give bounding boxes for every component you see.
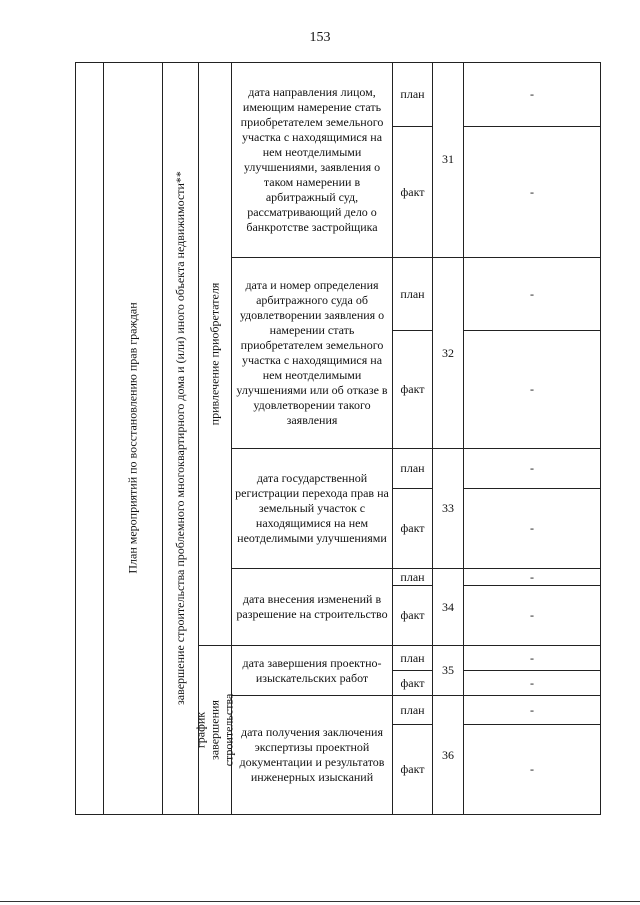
group-title-cell (193, 646, 236, 814)
row-36-description: дата получения заключения экспертизы проектной документации и результатов инженерных изысканий (239, 725, 385, 784)
row-34-plan-value: - (530, 569, 534, 584)
group-title-schedule: график завершения строительства (193, 693, 236, 767)
col1-title: План мероприятий по восстановлению прав граждан (125, 302, 140, 574)
row-31-plan-value: - (530, 86, 534, 101)
row-35-fact-label: факт (400, 675, 425, 690)
group-title-cell (198, 62, 231, 645)
row-36-fact-label: факт (400, 762, 425, 776)
row-34-number: 34 (442, 599, 454, 614)
row-34-fact-label: факт (400, 608, 425, 622)
row-36-number: 36 (442, 747, 454, 762)
row-33-fact-label: факт (400, 521, 425, 535)
row-32-fact-label: факт (400, 382, 425, 396)
row-34-fact-value: - (530, 608, 534, 622)
row-32-plan-value: - (530, 286, 534, 301)
row-34-plan-label: план (400, 569, 425, 584)
row-32-fact-value: - (530, 382, 534, 396)
group-title-acquirer: привлечение приобретателя (207, 282, 222, 425)
row-35-fact-value: - (530, 675, 534, 690)
row-36-plan-value: - (530, 702, 534, 717)
row-36-fact-value: - (530, 762, 534, 776)
row-33-fact-value: - (530, 521, 534, 535)
row-31-plan-label: план (400, 86, 425, 101)
row-33-plan-value: - (530, 461, 534, 475)
row-31-fact-label: факт (400, 184, 425, 199)
page-bottom-rule (0, 901, 640, 902)
col1-title-cell (103, 62, 162, 814)
row-33-plan-label: план (400, 461, 425, 475)
row-35-plan-value: - (530, 650, 534, 665)
row-34-description: дата внесения изменений в разрешение на строительство (236, 592, 388, 621)
row-35-plan-label: план (400, 650, 425, 665)
row-32-plan-label: план (400, 286, 425, 301)
row-31-fact-value: - (530, 184, 534, 199)
row-32-description: дата и номер определения арбитражного суда об удовлетворении заявления о намерении стать приобретателем земельного участка с находящимися на нем неотделимыми улучшениями или об отказе в удовлетворении такого заявления (236, 278, 388, 427)
row-33-number: 33 (442, 501, 454, 515)
row-36-plan-label: план (400, 702, 425, 717)
row-33-description: дата государственной регистрации перехода прав на земельный участок с находящимися на нем неотделимыми улучшениями (235, 471, 389, 545)
row-31-description: дата направления лицом, имеющим намерение стать приобретателем земельного участка с находящимися на нем неотделимыми улучшениями, заявления о таком намерении в арбитражный суд, рассматривающий дело о банкротстве застройщика (240, 84, 384, 234)
page-number: 153 (309, 30, 331, 45)
row-31-number: 31 (442, 152, 454, 166)
col2-title: завершение строительства проблемного многоквартирного дома и (или) иного объекта недвижимости** (173, 171, 187, 705)
row-32-number: 32 (442, 345, 454, 360)
row-35-description: дата завершения проектно-изыскательских работ (242, 655, 382, 685)
row-35-number: 35 (442, 663, 454, 677)
